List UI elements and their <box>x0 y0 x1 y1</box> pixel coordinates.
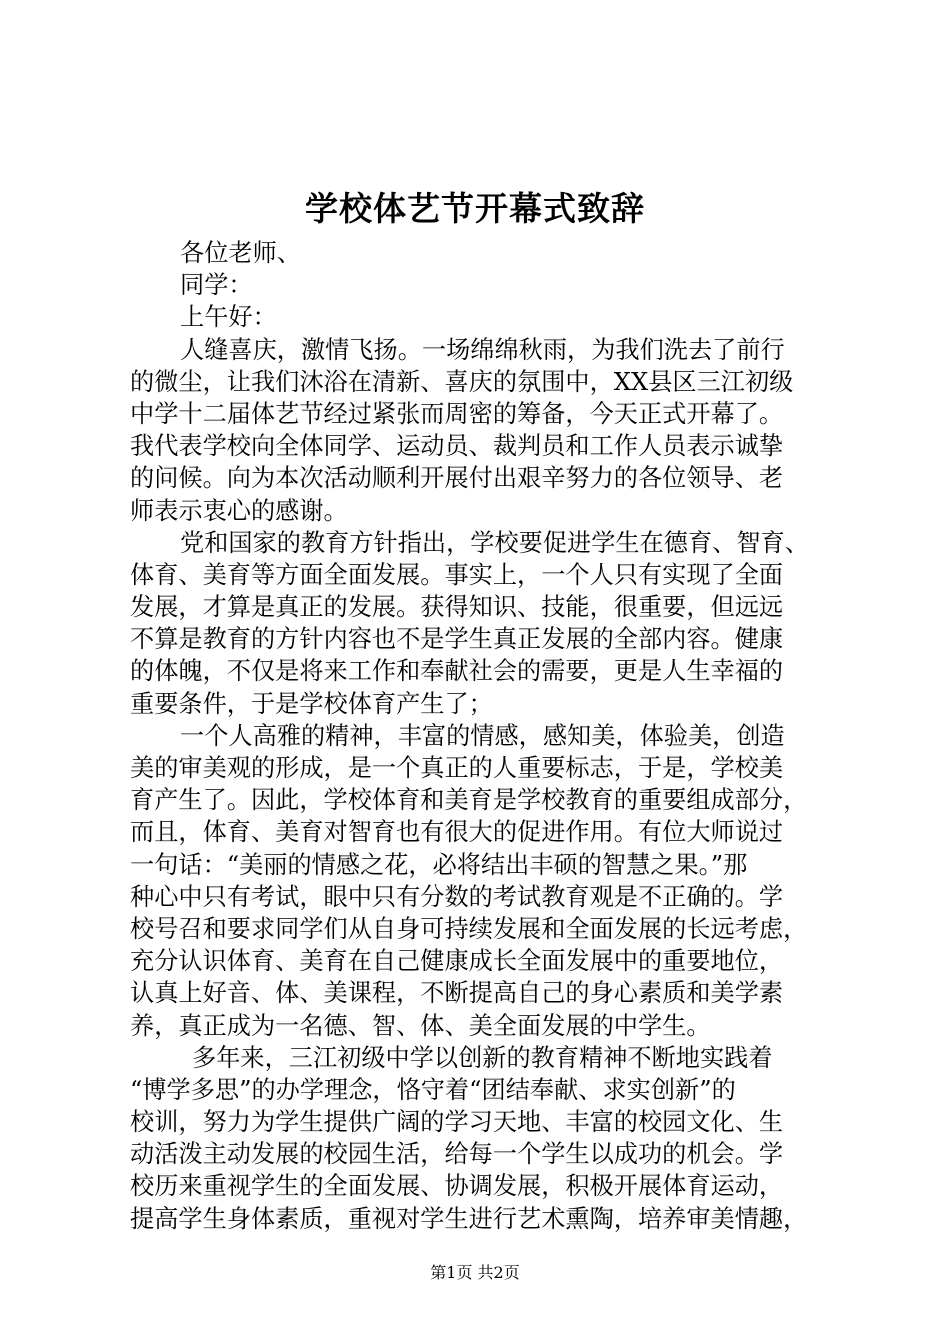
paragraph-line: 重要条件，于是学校体育产生了； <box>130 689 493 718</box>
paragraph-line: 的微尘，让我们沐浴在清新、喜庆的氛围中，XX县区三江初级 <box>130 367 794 396</box>
paragraph-line: 一个人高雅的精神，丰富的情感，感知美，体验美，创造 <box>180 721 785 750</box>
paragraph-line: 多年来，三江初级中学以创新的教育精神不断地实践着 <box>192 1043 773 1072</box>
salutation-line: 同学： <box>180 271 253 300</box>
page-footer: 第1页 共2页 <box>430 1263 520 1282</box>
paragraph-line: 校训，努力为学生提供广阔的学习天地、丰富的校园文化、生 <box>130 1108 784 1137</box>
document-title: 学校体艺节开幕式致辞 <box>305 189 645 228</box>
paragraph-line: 的体魄，不仅是将来工作和奉献社会的需要，更是人生幸福的 <box>130 657 784 686</box>
salutation-line: 各位老师、 <box>180 239 301 267</box>
paragraph-line: 动活泼主动发展的校园生活，给每一个学生以成功的机会。学 <box>130 1140 784 1169</box>
paragraph-line: 校历来重视学生的全面发展、协调发展，积极开展体育运动， <box>130 1172 784 1201</box>
paragraph-line: 师表示衷心的感谢。 <box>130 496 348 525</box>
paragraph-line: 发展，才算是真正的发展。获得知识、技能，很重要，但远远 <box>130 593 784 622</box>
salutation-line: 上午好： <box>180 303 277 332</box>
paragraph-line: 而且，体育、美育对智育也有很大的促进作用。有位大师说过 <box>130 818 784 847</box>
paragraph-line: 种心中只有考试，眼中只有分数的考试教育观是不正确的。学 <box>130 882 784 911</box>
paragraph-line: 认真上好音、体、美课程，不断提高自己的身心素质和美学素 <box>130 979 784 1008</box>
paragraph-line: 我代表学校向全体同学、运动员、裁判员和工作人员表示诚挚 <box>130 432 784 461</box>
paragraph-line: 校号召和要求同学们从自身可持续发展和全面发展的长远考虑， <box>130 914 808 943</box>
paragraph-line: 人缝喜庆，激情飞扬。一场绵绵秋雨，为我们洗去了前行 <box>180 335 785 364</box>
document-body <box>130 237 830 1235</box>
paragraph-line: “博学多思”的办学理念，恪守着“团结奉献、求实创新”的 <box>130 1075 736 1104</box>
paragraph-line: 提高学生身体素质，重视对学生进行艺术熏陶，培养审美情趣， <box>130 1204 808 1233</box>
paragraph-line: 育产生了。因此，学校体育和美育是学校教育的重要组成部分， <box>130 786 808 815</box>
paragraph-line: 美的审美观的形成，是一个真正的人重要标志，于是，学校美 <box>130 754 784 782</box>
paragraph-line: 充分认识体育、美育在自己健康成长全面发展中的重要地位， <box>130 947 784 976</box>
paragraph-line: 党和国家的教育方针指出，学校要促进学生在德育、智育、 <box>180 528 809 557</box>
paragraph-line: 体育、美育等方面全面发展。事实上，一个人只有实现了全面 <box>130 560 784 589</box>
paragraph-line: 不算是教育的方针内容也不是学生真正发展的全部内容。健康 <box>130 625 784 654</box>
paragraph-line: 的问候。向为本次活动顺利开展付出艰辛努力的各位领导、老 <box>130 464 784 493</box>
paragraph-line: 养，真正成为一名德、智、体、美全面发展的中学生。 <box>130 1011 711 1040</box>
paragraph-line: 一句话：“美丽的情感之花，必将结出丰硕的智慧之果。”那 <box>130 850 748 879</box>
paragraph-line: 中学十二届体艺节经过紧张而周密的筹备，今天正式开幕了。 <box>130 399 784 428</box>
